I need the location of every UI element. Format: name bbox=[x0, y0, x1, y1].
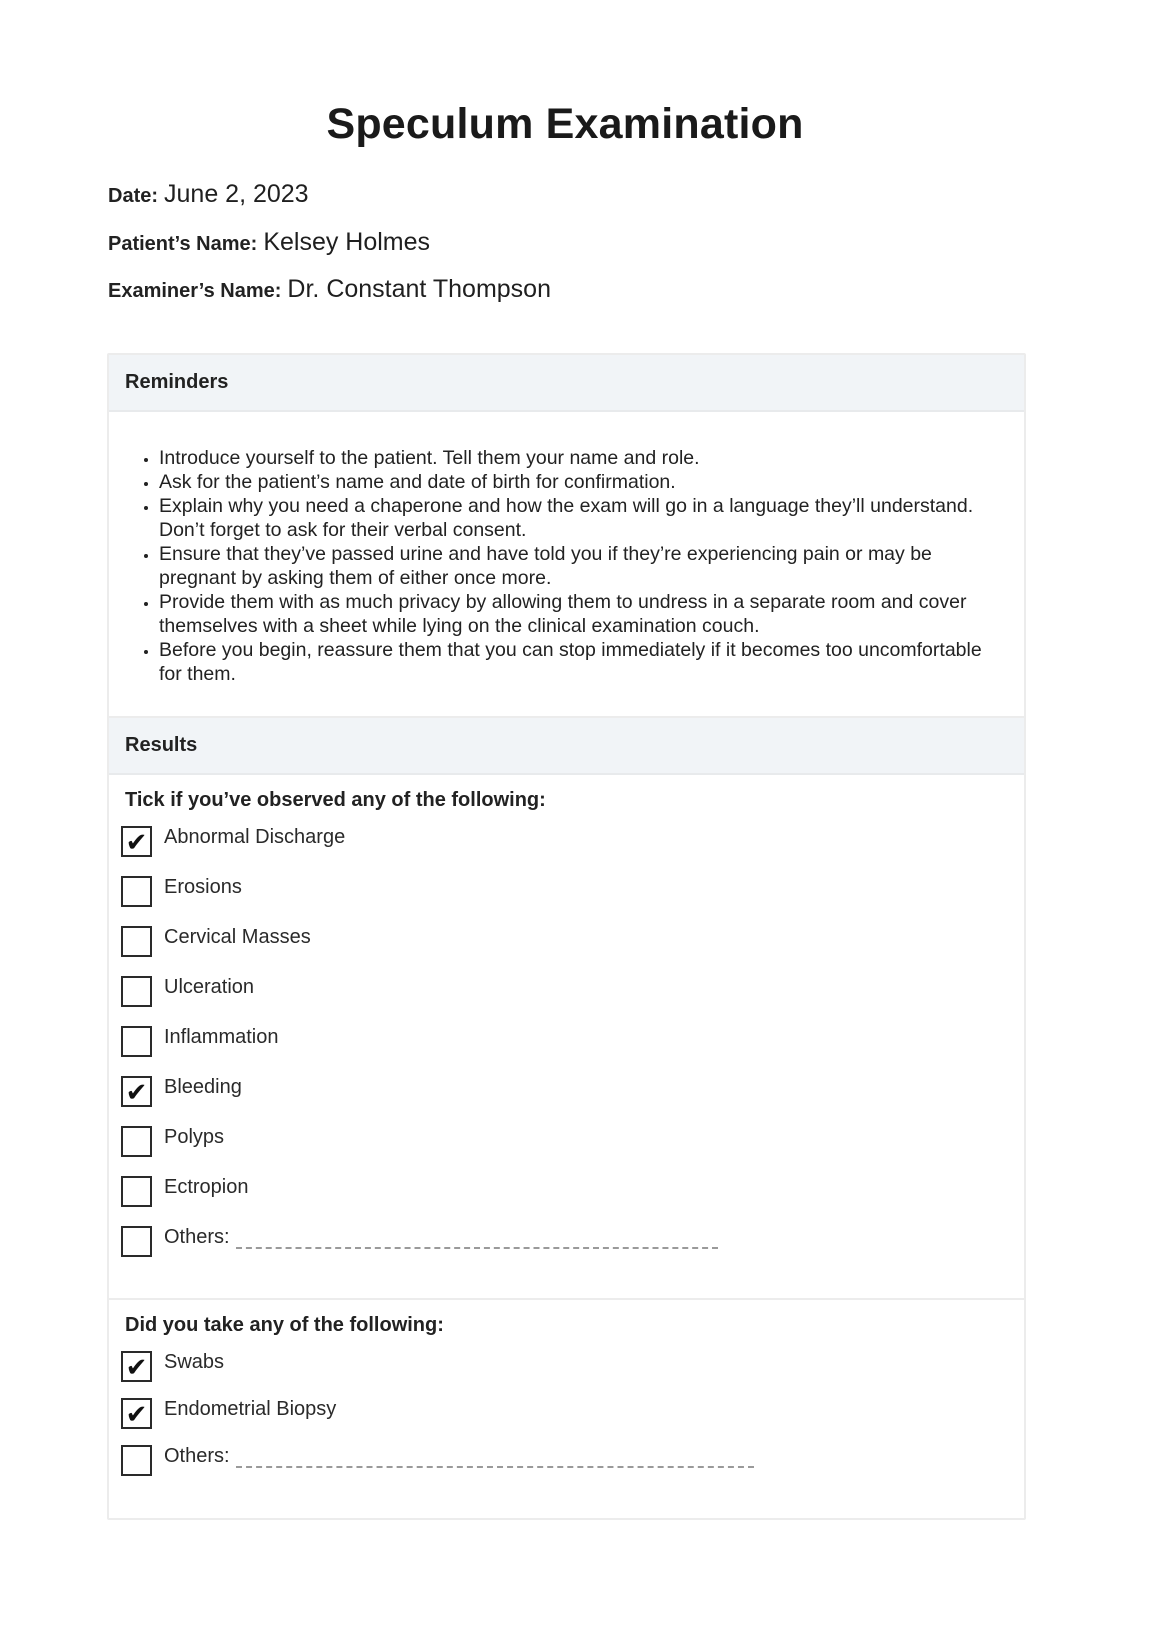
checkbox-label bbox=[164, 1026, 279, 1049]
examiner-name-field bbox=[108, 275, 551, 304]
option-text: Cervical Masses bbox=[164, 926, 311, 948]
page-title: Speculum Examination bbox=[326, 100, 804, 148]
examiner-name-value[interactable]: Dr. Constant Thompson bbox=[287, 275, 551, 303]
checkbox-option[interactable] bbox=[121, 824, 1008, 874]
checkmark-icon: ✔ bbox=[125, 1351, 148, 1382]
checkbox-unchecked[interactable] bbox=[121, 876, 152, 907]
reminder-item: • Provide them with as much privacy by allowing them to undress in a separate room and cover themselves with a sheet while lying on the clinical examination couch. bbox=[159, 590, 1004, 638]
taken-question: Did you take any of the following: bbox=[125, 1314, 444, 1336]
checkbox-label bbox=[164, 1351, 224, 1374]
observed-question: Tick if you’ve observed any of the following: bbox=[125, 789, 546, 811]
checkbox-option[interactable] bbox=[121, 1224, 1008, 1274]
patient-name-field bbox=[108, 228, 430, 257]
observed-list bbox=[121, 824, 1008, 1274]
checkbox-label bbox=[164, 1398, 336, 1421]
option-text: Bleeding bbox=[164, 1076, 242, 1098]
checkbox-unchecked[interactable] bbox=[121, 976, 152, 1007]
checkbox-checked[interactable] bbox=[121, 1398, 152, 1429]
reminder-item: • Explain why you need a chaperone and how the exam will go in a language they’ll understand. Don’t forget to ask for their verbal consent. bbox=[159, 494, 1004, 542]
checkbox-option[interactable] bbox=[121, 1074, 1008, 1124]
observed-section bbox=[109, 775, 1024, 1300]
reminder-item: • Ensure that they’ve passed urine and have told you if they’re experiencing pain or may be pregnant by asking them of either once more. bbox=[159, 542, 1004, 590]
checkbox-option[interactable] bbox=[121, 1174, 1008, 1224]
option-text: Endometrial Biopsy bbox=[164, 1398, 337, 1420]
reminder-item: • Ask for the patient’s name and date of birth for confirmation. bbox=[159, 470, 1004, 494]
checkbox-unchecked[interactable] bbox=[121, 1176, 152, 1207]
checkbox-unchecked[interactable] bbox=[121, 1126, 152, 1157]
option-text: Swabs bbox=[164, 1351, 225, 1373]
checkbox-option[interactable] bbox=[121, 1124, 1008, 1174]
taken-section bbox=[109, 1300, 1024, 1518]
checkbox-label bbox=[164, 1126, 224, 1149]
option-text: Erosions bbox=[164, 876, 242, 898]
date-label: Date: bbox=[108, 185, 159, 207]
reminders-heading: Reminders bbox=[109, 355, 1024, 412]
option-text: Ulceration bbox=[164, 976, 255, 998]
option-text: Abnormal Discharge bbox=[164, 826, 346, 848]
checkbox-option[interactable] bbox=[121, 974, 1008, 1024]
option-text: Polyps bbox=[164, 1126, 225, 1148]
checkbox-unchecked[interactable] bbox=[121, 926, 152, 957]
checkbox-option[interactable] bbox=[121, 1024, 1008, 1074]
checkbox-label bbox=[164, 1076, 242, 1099]
reminder-item: • Introduce yourself to the patient. Tell them your name and role. bbox=[159, 446, 1004, 470]
checkbox-unchecked[interactable] bbox=[121, 1445, 152, 1476]
examiner-name-label: Examiner’s Name: bbox=[108, 280, 282, 302]
checkbox-label bbox=[164, 1176, 249, 1199]
checkbox-option[interactable] bbox=[121, 924, 1008, 974]
checkbox-label bbox=[164, 926, 311, 949]
checkbox-checked[interactable] bbox=[121, 1076, 152, 1107]
checkbox-label bbox=[164, 1445, 754, 1468]
patient-name-label: Patient’s Name: bbox=[108, 233, 258, 255]
checkbox-unchecked[interactable] bbox=[121, 1226, 152, 1257]
option-text: Ectropion bbox=[164, 1176, 249, 1198]
others-blank-line[interactable] bbox=[236, 1448, 754, 1468]
checkbox-label bbox=[164, 826, 345, 849]
results-heading: Results bbox=[109, 718, 1024, 775]
reminders-section bbox=[109, 412, 1024, 718]
checkbox-option[interactable] bbox=[121, 1443, 1008, 1490]
others-blank-line[interactable] bbox=[236, 1229, 718, 1249]
checkbox-label bbox=[164, 1226, 718, 1249]
checkbox-checked[interactable] bbox=[121, 826, 152, 857]
checkbox-unchecked[interactable] bbox=[121, 1026, 152, 1057]
checkbox-label bbox=[164, 876, 242, 899]
option-text: Others: bbox=[164, 1445, 230, 1467]
taken-list bbox=[121, 1349, 1008, 1490]
checkmark-icon: ✔ bbox=[125, 1398, 148, 1429]
reminder-item: • Before you begin, reassure them that you can stop immediately if it becomes too uncomfortable for them. bbox=[159, 638, 1004, 686]
option-text: Others: bbox=[164, 1226, 230, 1248]
checkmark-icon: ✔ bbox=[125, 826, 148, 857]
checkbox-option[interactable] bbox=[121, 1349, 1008, 1396]
option-text: Inflammation bbox=[164, 1026, 279, 1048]
date-value[interactable]: June 2, 2023 bbox=[164, 180, 309, 208]
checkbox-option[interactable] bbox=[121, 1396, 1008, 1443]
patient-name-value[interactable]: Kelsey Holmes bbox=[263, 228, 431, 256]
checkmark-icon: ✔ bbox=[125, 1076, 148, 1107]
date-field bbox=[108, 180, 309, 209]
checkbox-option[interactable] bbox=[121, 874, 1008, 924]
checkbox-label bbox=[164, 976, 254, 999]
checkbox-checked[interactable] bbox=[121, 1351, 152, 1382]
exam-table bbox=[107, 353, 1026, 1520]
reminders-list bbox=[125, 446, 1004, 686]
